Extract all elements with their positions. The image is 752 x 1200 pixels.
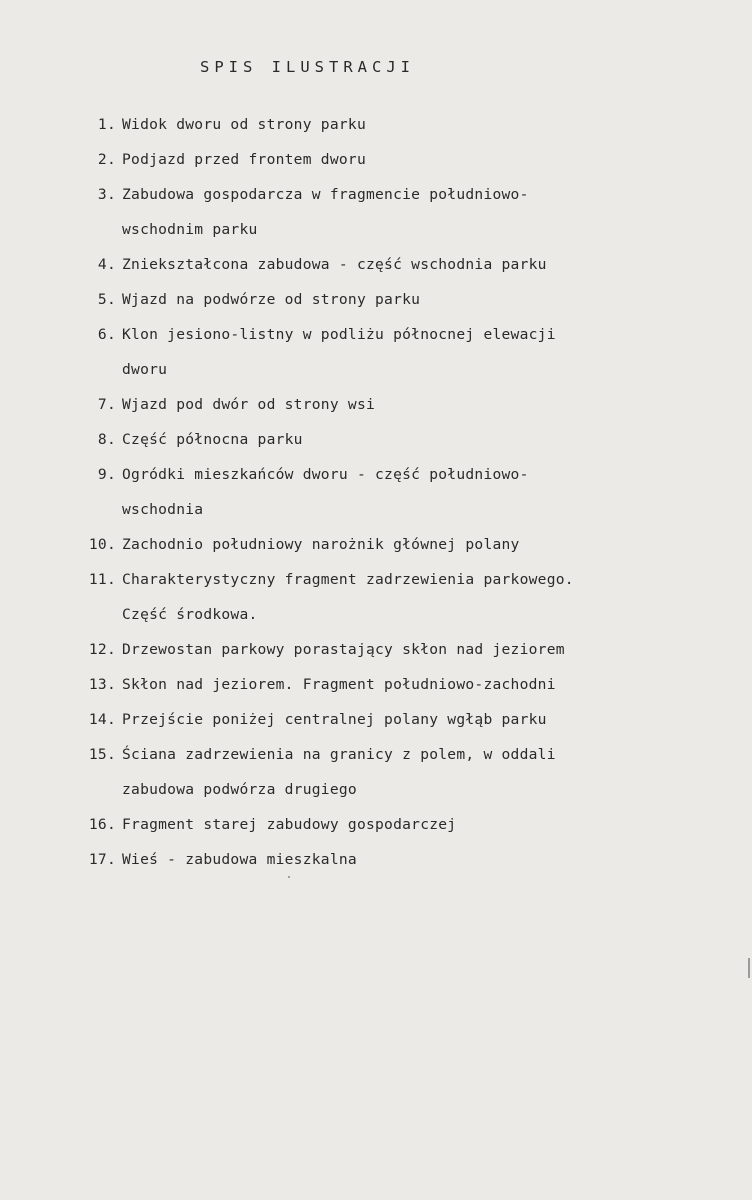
list-item [0,107,752,142]
item-number: 17. [88,851,116,868]
item-caption [122,842,357,877]
illustration-list [0,107,752,877]
item-number: 16. [88,816,116,833]
list-item [0,142,752,177]
item-caption [122,702,547,737]
item-caption-line: Widok dworu od strony parku [122,116,366,133]
item-caption [122,807,456,842]
item-caption [122,737,556,807]
list-item [0,842,752,877]
item-caption [122,562,574,632]
item-caption-line: Ściana zadrzewienia na granicy z polem, w oddali [122,746,556,763]
list-item [0,282,752,317]
item-number: 11. [88,571,116,588]
item-caption-line: Drzewostan parkowy porastający skłon nad jeziorem [122,641,565,658]
item-caption-line: Zabudowa gospodarcza w fragmencie południowo- [122,186,529,203]
item-caption-line: Ogródki mieszkańców dworu - część południowo- [122,466,529,483]
item-caption-line: Zniekształcona zabudowa - część wschodnia parku [122,256,547,273]
item-number: 6. [97,326,116,343]
item-number: 4. [97,256,116,273]
item-number: 7. [97,396,116,413]
item-number: 9. [97,466,116,483]
item-number: 3. [97,186,116,203]
item-number: 8. [97,431,116,448]
item-caption [122,142,366,177]
item-caption-line: Zachodnio południowy narożnik głównej polany [122,536,520,553]
item-caption-line: Klon jesiono-listny w podliżu północnej elewacji [122,326,556,343]
item-caption-line: Część środkowa. [122,606,258,623]
list-item [0,387,752,422]
item-caption-line: Wjazd pod dwór od strony wsi [122,396,376,413]
item-caption [122,247,547,282]
item-number: 12. [88,641,116,658]
item-caption-line: zabudowa podwórza drugiego [122,781,357,798]
item-caption-line: wschodnia [122,501,204,518]
item-caption [122,282,420,317]
item-caption-line: dworu [122,361,168,378]
item-number: 14. [88,711,116,728]
item-caption-line: Charakterystyczny fragment zadrzewienia parkowego. [122,571,574,588]
list-item [0,702,752,737]
list-item [0,422,752,457]
list-item [0,177,752,247]
list-item [0,457,752,527]
item-number: 10. [88,536,116,553]
item-caption [122,632,565,667]
list-item [0,632,752,667]
list-item [0,737,752,807]
item-caption [122,667,556,702]
item-number: 15. [88,746,116,763]
item-caption [122,457,529,527]
item-number: 13. [88,676,116,693]
scan-edge-mark [748,958,750,978]
page-title: SPIS ILUSTRACJI [200,58,415,76]
paper-speck [288,876,290,878]
item-caption-line: Wieś - zabudowa mieszkalna [122,851,357,868]
item-caption [122,527,520,562]
item-caption-line: Część północna parku [122,431,303,448]
item-number: 2. [97,151,116,168]
item-number: 1. [97,116,116,133]
item-caption-line: Skłon nad jeziorem. Fragment południowo-zachodni [122,676,556,693]
item-caption [122,387,375,422]
list-item [0,807,752,842]
list-item [0,317,752,387]
item-caption [122,177,529,247]
item-caption-line: wschodnim parku [122,221,258,238]
list-item [0,562,752,632]
list-item [0,527,752,562]
item-caption-line: Przejście poniżej centralnej polany wgłąb parku [122,711,547,728]
item-caption-line: Fragment starej zabudowy gospodarczej [122,816,457,833]
item-caption [122,317,556,387]
item-caption [122,422,303,457]
item-number: 5. [97,291,116,308]
item-caption [122,107,366,142]
list-item [0,667,752,702]
item-caption-line: Podjazd przed frontem dworu [122,151,366,168]
item-caption-line: Wjazd na podwórze od strony parku [122,291,421,308]
list-item [0,247,752,282]
